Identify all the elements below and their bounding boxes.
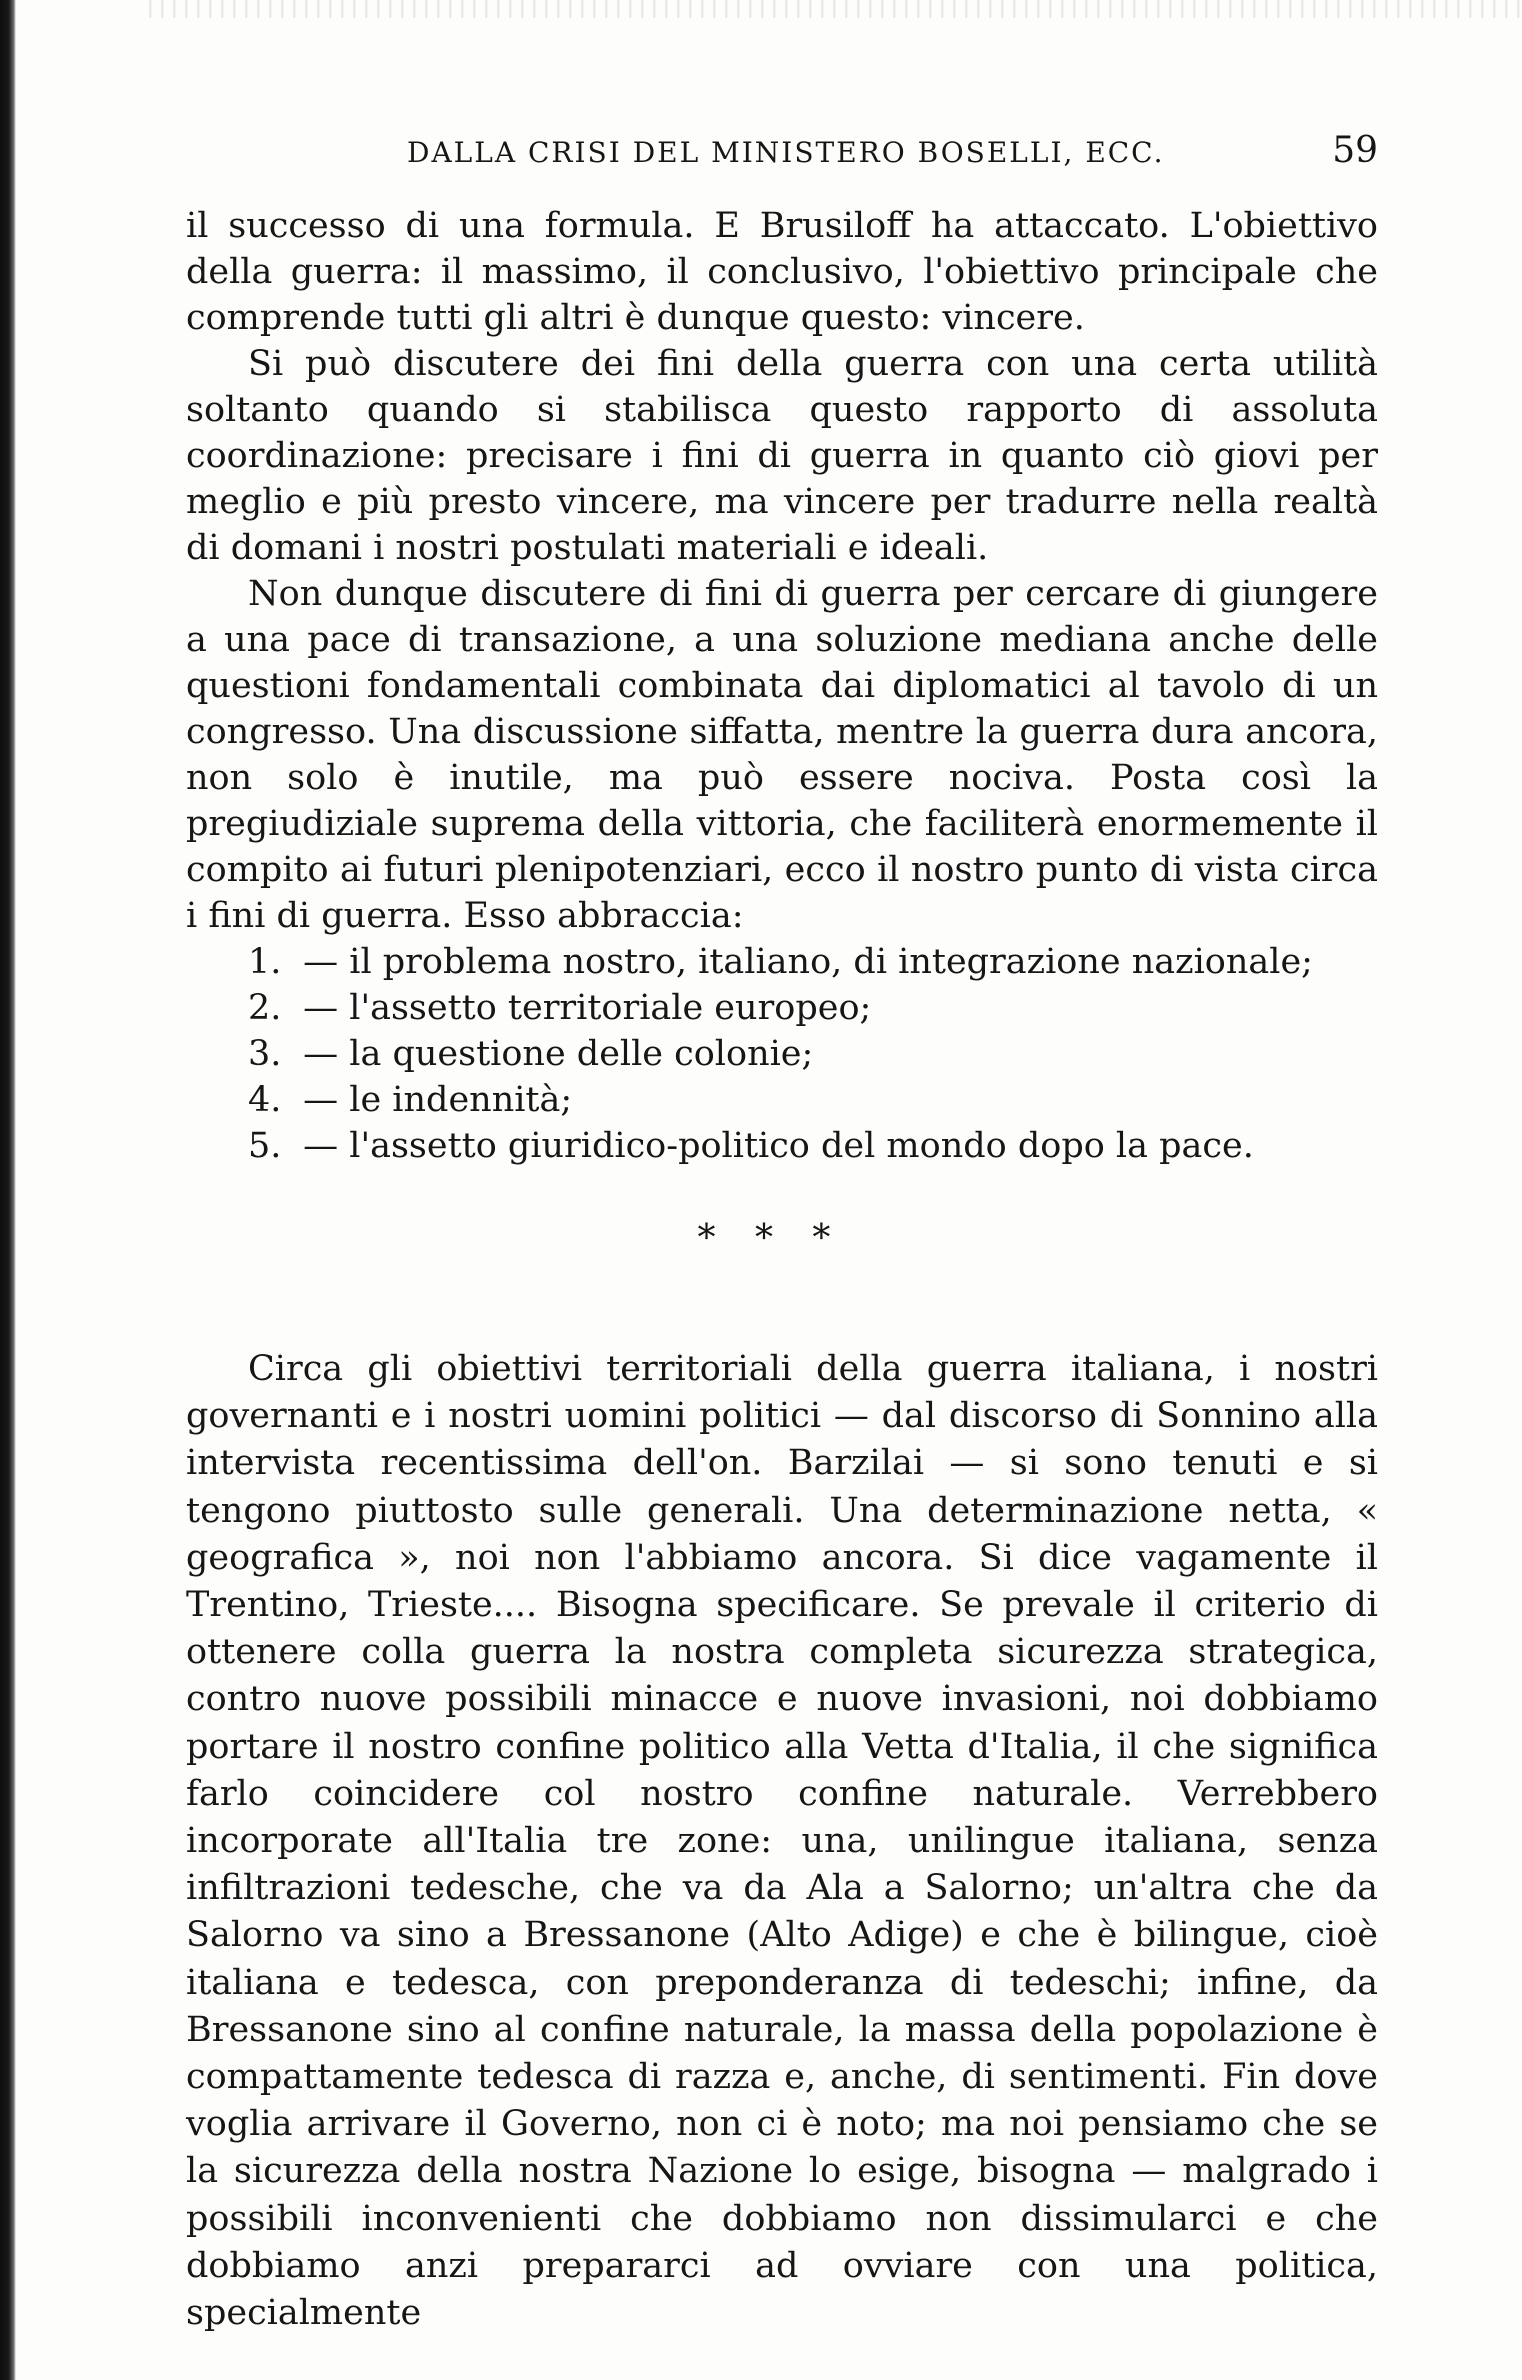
list-number: 5. [248,1126,282,1166]
list-item [186,1077,1378,1123]
paragraph: Non dunque discutere di fini di guerra per cercare di giungere a una pace di transazione, a una soluzione mediana anche delle questioni fondamentali combinata dai diplomatici al tavolo di un congresso. Una discussione siffatta, mentre la guerra dura ancora, non solo è inutile, ma può essere nociva. Posta così la pregiudiziale suprema della vittoria, che faciliterà enormemente il compito ai futuri plenipotenziari, ecco il nostro punto di vista circa i fini di guerra. Esso abbraccia: [186,574,1378,936]
scan-noise [140,0,1520,18]
list-item [186,939,1378,985]
list-text: — l'assetto territoriale europeo; [303,988,872,1028]
text-block-bottom [186,1346,1378,2337]
paragraph: Circa gli obiettivi territoriali della guerra italiana, i nostri governanti e i nostri uomini politici — dal discorso di Sonnino alla intervista recentissima dell'on. Barzilai — si sono tenuti e si tengono piuttosto sulle generali. Una determinazione netta, « geografica », noi non l'abbiamo ancora. Si dice vagamente il Trentino, Trieste.... Bisogna specificare. Se prevale il criterio di ottenere colla guerra la nostra completa sicurezza strategica, contro nuove possibili minacce e nuove invasioni, noi dobbiamo portare il nostro confine politico alla Vetta d'Italia, il che significa farlo coincidere col nostro confine naturale. Verrebbero incorporate all'Italia tre zone: una, unilingue italiana, senza infiltrazioni tedesche, che va da Ala a Salorno; un'altra che da Salorno va sino a Bressanone (Alto Adige) e che è bilingue, cioè italiana e tedesca, con preponderanza di tedeschi; infine, da Bressanone sino al confine naturale, la massa della popolazione è compattamente tedesca di razza e, anche, di sentimenti. Fin dove voglia arrivare il Governo, non ci è noto; ma noi pensiamo che se la sicurezza della nostra Nazione lo esige, bisogna — malgrado i possibili inconvenienti che dobbiamo non dissimularci e che dobbiamo anzi prepararci ad ovviare con una politica, specialmente [186,1349,1378,2334]
list-text: — l'assetto giuridico-politico del mondo dopo la pace. [303,1126,1254,1166]
list-number: 2. [248,988,282,1028]
list-text: — le indennità; [303,1080,573,1120]
war-aims-list [186,939,1378,1169]
running-title: DALLA CRISI DEL MINISTERO BOSELLI, ECC. [407,136,1165,169]
paragraph: il successo di una formula. E Brusiloff ha attaccato. L'obiettivo della guerra: il massimo, il conclusivo, l'obiettivo principale che comprende tutti gli altri è dunque questo: vincere. [186,206,1378,338]
section-separator: * * * [697,1218,845,1259]
page-number: 59 [1332,130,1378,171]
list-item [186,1031,1378,1077]
list-number: 3. [248,1034,282,1074]
list-number: 1. [248,942,282,982]
list-item [186,1123,1378,1169]
running-head [195,130,1378,180]
binding-edge [0,0,16,2380]
list-item [186,985,1378,1031]
list-text: — la questione delle colonie; [303,1034,814,1074]
list-text: — il problema nostro, italiano, di integrazione nazionale; [303,942,1313,982]
paragraph: Si può discutere dei fini della guerra con una certa utilità soltanto quando si stabilisca questo rapporto di assoluta coordinazione: precisare i fini di guerra in quanto ciò giovi per meglio e più presto vincere, ma vincere per tradurre nella realtà di domani i nostri postulati materiali e ideali. [186,344,1378,568]
list-number: 4. [248,1080,282,1120]
text-block-top [186,203,1378,1169]
